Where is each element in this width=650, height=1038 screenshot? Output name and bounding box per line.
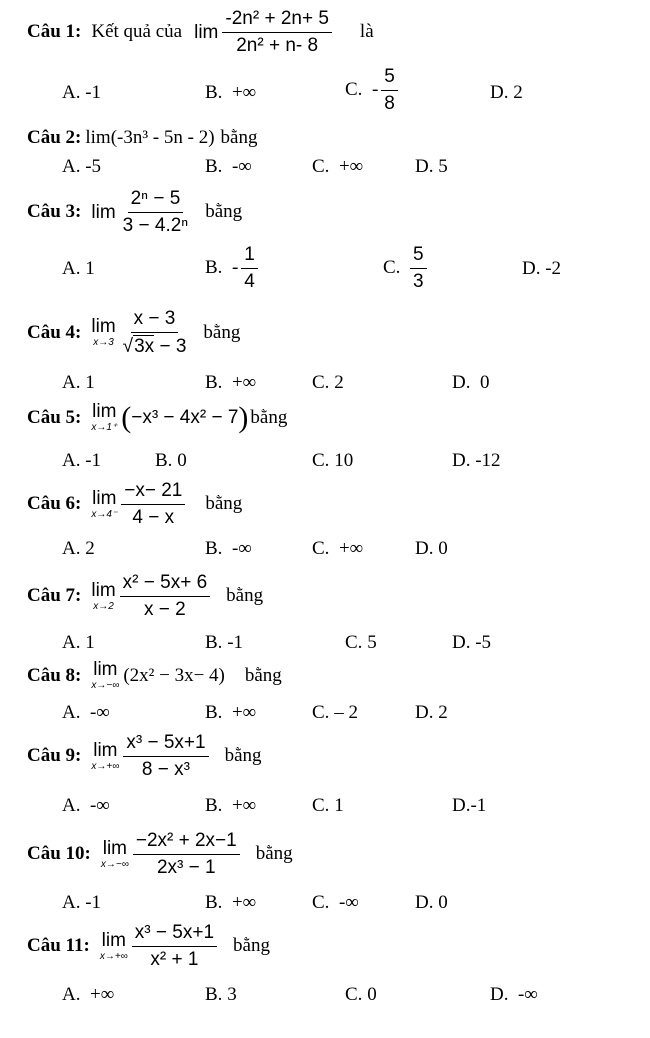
question-suffix: bằng: [233, 935, 270, 957]
option-d: D. 0: [452, 372, 490, 393]
option-d: D. 0: [415, 892, 448, 913]
limit-expression: −x³ − 4x² − 7: [131, 406, 239, 428]
denominator: 3 − 4.2ⁿ: [122, 214, 189, 236]
option-a: A. 1: [62, 632, 95, 653]
option-c: C. 2: [312, 372, 344, 393]
numerator: x³ − 5x+1: [123, 732, 208, 757]
question-2-stem: [27, 127, 257, 149]
option-a: A. 1: [62, 258, 95, 279]
question-1-stem: [27, 8, 374, 57]
question-3-stem: [27, 188, 242, 237]
question-label: Câu 4:: [27, 321, 82, 343]
option-b: B. 0: [155, 450, 187, 471]
question-label: Câu 7:: [27, 585, 82, 607]
option-a: A. +∞: [62, 984, 115, 1005]
option-d: D. -12: [452, 450, 501, 471]
option-b: B. +∞: [205, 82, 257, 103]
option-c: C. +∞: [312, 156, 364, 177]
option-b: B. -∞: [205, 156, 252, 177]
option-c: C. $\frac{5}{3}$: [383, 244, 427, 293]
question-label: Câu 5:: [27, 406, 82, 428]
option-a: A. 2: [62, 538, 95, 559]
limit-operator: lim: [194, 21, 219, 43]
numerator: 2ⁿ − 5: [128, 188, 184, 213]
question-suffix: bằng: [205, 201, 243, 223]
limit-fraction: [133, 830, 240, 879]
question-label: Câu 10:: [27, 843, 91, 865]
question-11-stem: [27, 922, 270, 971]
option-b: B. +∞: [205, 372, 257, 393]
question-label: Câu 1:: [27, 21, 82, 43]
question-prefix: Kết quả của: [91, 21, 183, 43]
limit-operator: lim x→1⁺: [91, 401, 118, 433]
question-9-stem: [27, 732, 262, 781]
option-a: A. -1: [62, 450, 102, 471]
option-c: C. 0: [345, 984, 377, 1005]
denominator: x − 2: [144, 598, 186, 620]
limit-operator: lim x→3: [91, 316, 116, 349]
question-5-stem: [27, 402, 287, 433]
limit-operator: lim x→2: [91, 579, 116, 612]
question-label: Câu 3:: [27, 201, 82, 223]
close-paren: ): [238, 400, 249, 434]
question-suffix: bằng: [205, 493, 243, 515]
question-label: Câu 11:: [27, 935, 90, 957]
option-a: A. -1: [62, 892, 102, 913]
limit-fraction: [222, 8, 332, 57]
limit-operator: lim x→−∞: [91, 659, 120, 691]
numerator: −x− 21: [121, 480, 185, 505]
question-suffix: bằng: [226, 585, 264, 607]
numerator: x − 3: [131, 308, 179, 333]
option-b: B. +∞: [205, 795, 257, 816]
limit-fraction: [132, 922, 217, 971]
question-suffix: bằng: [244, 664, 282, 686]
option-d: D. -1: [452, 795, 487, 816]
denominator: 2n² + n- 8: [236, 34, 319, 56]
numerator: −2x² + 2x−1: [133, 830, 240, 855]
limit-expression: lim(-3n³ - 5n - 2): [85, 127, 215, 148]
option-c: C. +∞: [312, 538, 364, 559]
option-d: D. -2: [522, 258, 562, 279]
question-10-stem: [27, 830, 293, 879]
question-label: Câu 8:: [27, 664, 82, 686]
limit-operator: lim x→+∞: [91, 739, 120, 772]
question-suffix: là: [359, 21, 374, 43]
question-suffix: bằng: [255, 843, 293, 865]
option-c: C. – 2: [312, 702, 358, 723]
option-b: B. -1: [205, 632, 244, 653]
question-6-stem: [27, 480, 242, 529]
question-8-stem: [27, 660, 282, 691]
question-suffix: bằng: [220, 127, 258, 148]
denominator: 8 − x³: [141, 758, 190, 780]
option-a: A. -5: [62, 156, 102, 177]
option-d: D. -5: [452, 632, 492, 653]
open-paren: (: [121, 400, 132, 434]
denominator: √3x − 3: [122, 335, 187, 357]
limit-operator: lim x→4⁻: [91, 487, 118, 520]
option-d: D. -∞: [490, 984, 538, 1005]
option-d: D. 5: [415, 156, 448, 177]
option-d: D. 0: [415, 538, 448, 559]
limit-operator: lim x→−∞: [100, 837, 129, 870]
limit-fraction: [123, 732, 208, 781]
question-suffix: bằng: [203, 321, 241, 343]
option-b: B. - $\frac{1}{4}$: [205, 244, 258, 293]
question-label: Câu 9:: [27, 745, 82, 767]
limit-fraction: [120, 188, 192, 237]
option-b: B. 3: [205, 984, 237, 1005]
denominator: 4 − x: [132, 506, 175, 528]
option-c: C. - $\frac{5}{8}$: [345, 66, 398, 115]
denominator: 2x³ − 1: [156, 856, 216, 878]
option-a: A. -1: [62, 82, 102, 103]
limit-fraction: [120, 572, 211, 621]
option-a: A. -∞: [62, 795, 110, 816]
numerator: x³ − 5x+1: [132, 922, 217, 947]
limit-fraction: [120, 308, 190, 358]
question-suffix: bằng: [250, 406, 288, 428]
option-d: D. 2: [490, 82, 523, 103]
denominator: x² + 1: [150, 948, 199, 970]
question-4-stem: [27, 308, 240, 358]
question-label: Câu 2:: [27, 127, 82, 148]
option-b: B. +∞: [205, 892, 257, 913]
numerator: x² − 5x+ 6: [120, 572, 211, 597]
numerator: -2n² + 2n+ 5: [222, 8, 332, 33]
limit-operator: lim: [91, 201, 116, 223]
option-b: B. -∞: [205, 538, 252, 559]
limit-operator: lim x→+∞: [99, 929, 128, 962]
limit-fraction: [121, 480, 185, 529]
option-c: C. 10: [312, 450, 354, 471]
option-d: D. 2: [415, 702, 448, 723]
option-a: A. 1: [62, 372, 95, 393]
option-b: B. +∞: [205, 702, 257, 723]
question-label: Câu 6:: [27, 493, 82, 515]
limit-expression: (2x² − 3x− 4): [123, 664, 225, 686]
option-c: C. 1: [312, 795, 344, 816]
question-suffix: bằng: [224, 745, 262, 767]
option-c: C. 5: [345, 632, 377, 653]
question-7-stem: [27, 572, 263, 621]
option-c: C. -∞: [312, 892, 359, 913]
option-a: A. -∞: [62, 702, 110, 723]
